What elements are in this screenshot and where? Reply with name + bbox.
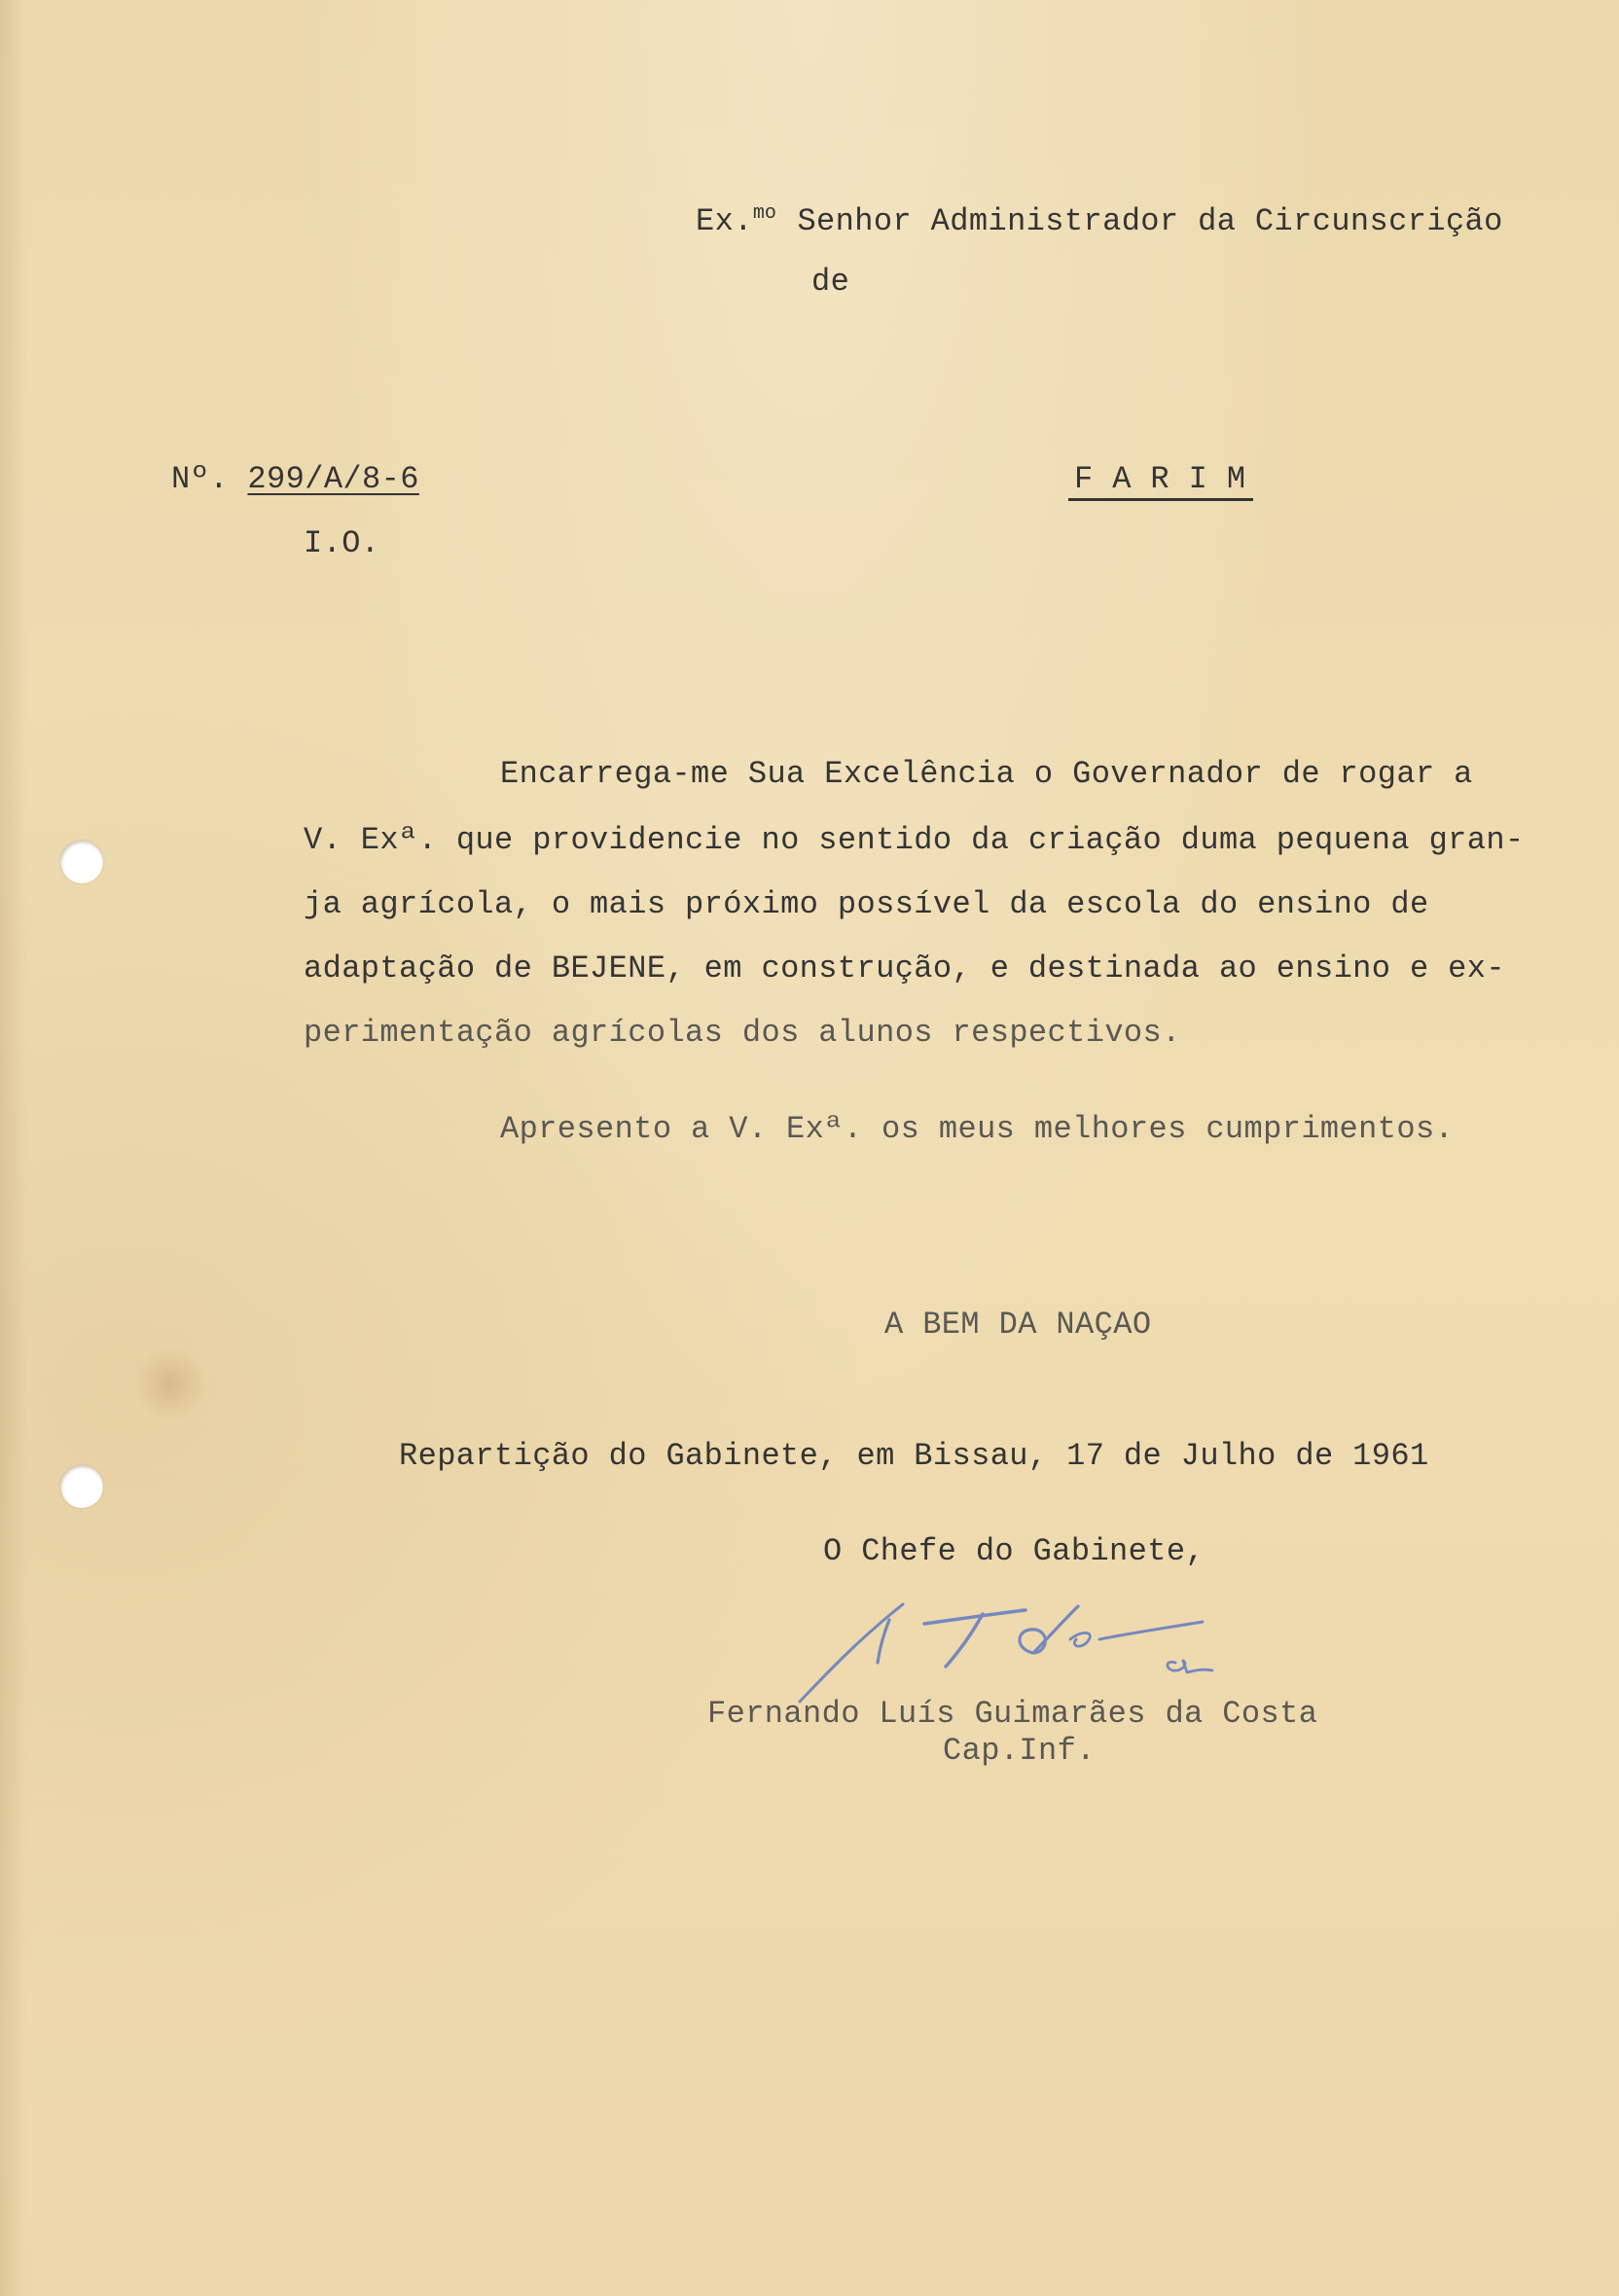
paper-stain xyxy=(136,1347,204,1420)
body-line: Encarrega-me Sua Excelência o Governador de rogar a xyxy=(500,756,1473,792)
destination-text: F A R I M xyxy=(1068,461,1253,501)
honorific: Ex. xyxy=(696,203,753,239)
motto: A BEM DA NAÇAO xyxy=(884,1307,1152,1343)
signatory-rank: Cap.Inf. xyxy=(943,1733,1096,1769)
punch-hole-bottom xyxy=(60,1465,103,1508)
body-line: V. Exª. que providencie no sentido da criação duma pequena gran- xyxy=(304,822,1525,858)
body-line: ja agrícola, o mais próximo possível da escola do ensino de xyxy=(304,886,1429,922)
reference-code: I.O. xyxy=(304,525,380,561)
signature-strokes xyxy=(800,1604,1212,1702)
body-line: perimentação agrícolas dos alunos respectivos. xyxy=(304,1015,1181,1051)
punch-hole-top xyxy=(60,841,103,883)
honorific-superscript: mo xyxy=(752,202,776,225)
signatory-title: O Chefe do Gabinete, xyxy=(823,1533,1205,1569)
reference-number: 299/A/8-6 xyxy=(247,461,419,497)
destination xyxy=(1074,460,1253,499)
place-date: Repartição do Gabinete, em Bissau, 17 de Julho de 1961 xyxy=(399,1438,1429,1474)
addressee-line-2: de xyxy=(811,264,850,300)
addressee-title: Senhor Administrador da Circunscrição xyxy=(797,203,1503,239)
body-line: adaptação de BEJENE, em construção, e destinada ao ensino e ex- xyxy=(304,951,1505,987)
addressee-line xyxy=(696,202,1503,245)
reference-label: Nº. xyxy=(171,461,229,497)
closing-line: Apresento a V. Exª. os meus melhores cumprimentos. xyxy=(500,1111,1455,1147)
signatory-name: Fernando Luís Guimarães da Costa xyxy=(707,1696,1318,1732)
reference-line xyxy=(171,460,419,499)
